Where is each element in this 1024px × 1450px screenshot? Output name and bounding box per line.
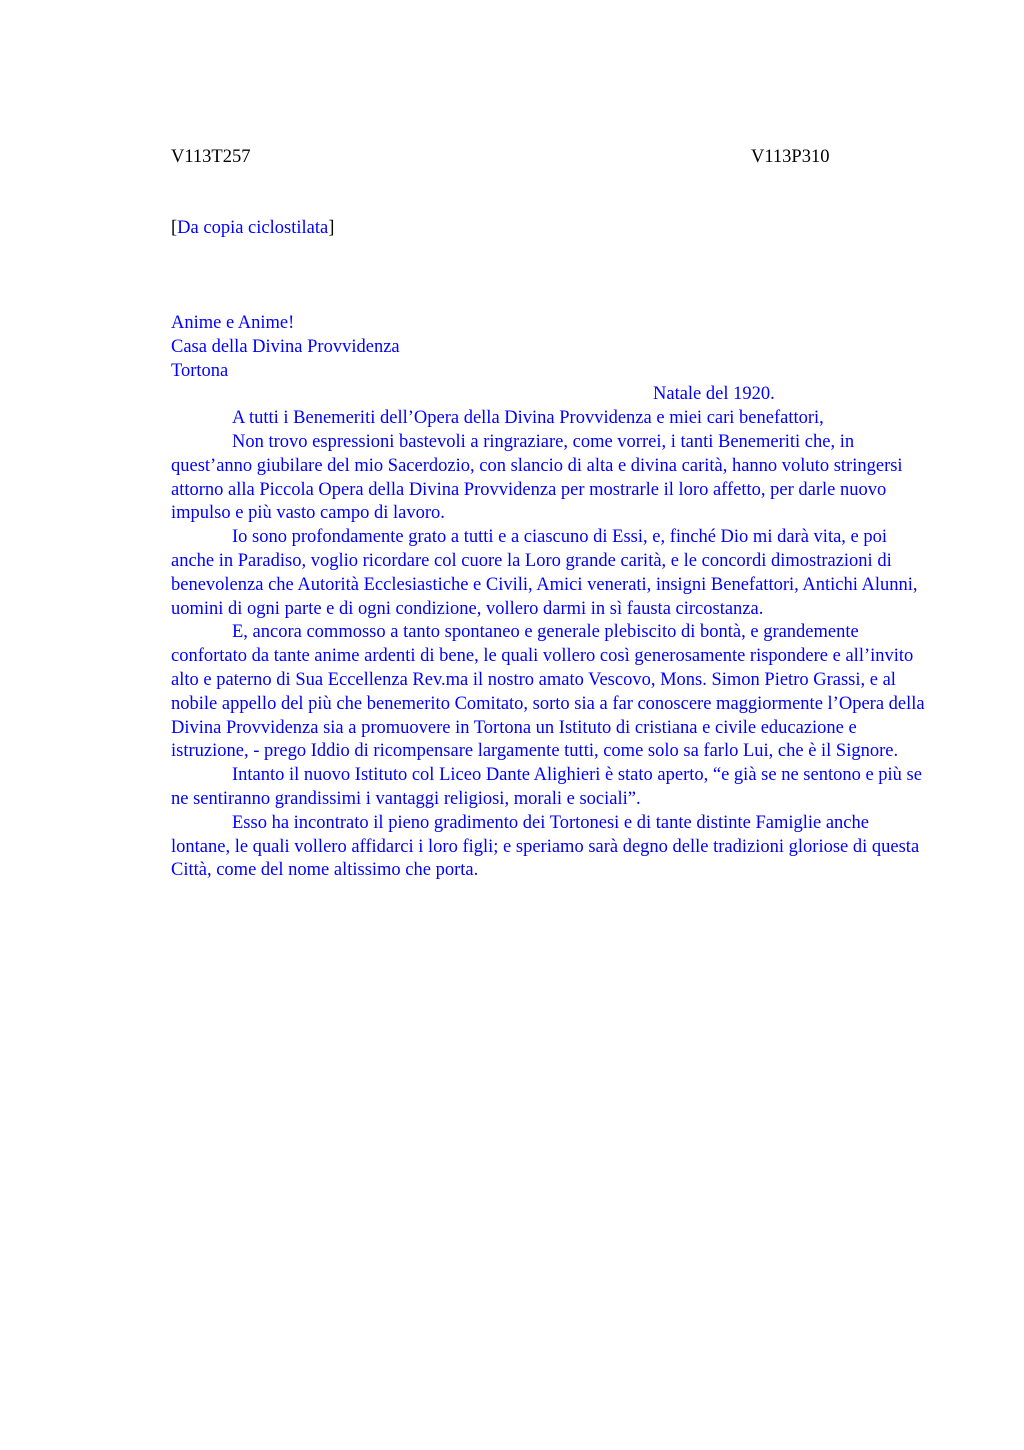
paragraph-2: Io sono profondamente grato a tutti e a ciascuno di Essi, e, finché Dio mi darà vita, e poi anche in Paradiso, voglio ricordare col cuore la Loro grande carità, e le concordi dimostrazioni di benevolenza che Autorità Ecclesiastiche e Civili, Amici venerati, insigni Benefattori, Antichi Alunni, uomini di ogni parte e di ogni condizione, vollero darmi in sì fausta circostanza.	[171, 527, 918, 619]
paragraph-3: E, ancora commosso a tanto spontaneo e generale plebiscito di bontà, e grandemente confortato da tante anime ardenti di bene, le quali vollero così generosamente rispondere e all’invito alto e paterno di Sua Eccellenza Rev.ma il nostro amato Vescovo, Mons. Simon Pietro Grassi, e al nobile appello del più che benemerito Comitato, sorto sia a far conoscere maggiormente l’Opera della Divina Provvidenza sia a promuovere in Tortona un Istituto di cristiana e civile educazione e istruzione, - prego Iddio di ricompensare largamente tutti, come solo sa farlo Lui, che è il Signore.	[171, 622, 925, 762]
paragraph-4: Intanto il nuovo Istituto col Liceo Dante Alighieri è stato aperto, “e già se ne sentono e più se ne sentiranno grandissimi i vantaggi religiosi, morali e sociali”.	[171, 765, 922, 809]
letterhead-motto: Anime e Anime!	[171, 313, 295, 333]
document-code-right: V113P310	[751, 147, 830, 167]
letter-body	[171, 312, 929, 883]
source-note-close-bracket: ]	[328, 218, 335, 238]
paragraph-1: Non trovo espressioni bastevoli a ringraziare, come vorrei, i tanti Benemeriti che, in quest’anno giubilare del mio Sacerdozio, con slancio di alta e divina carità, hanno voluto stringersi attorno alla Piccola Opera della Divina Provvidenza per mostrarle il loro affetto, per darle nuovo impulso e più vasto campo di lavoro.	[171, 431, 903, 524]
source-note-open-bracket: [	[171, 218, 178, 238]
source-note	[171, 217, 334, 241]
letter-date: Natale del 1920.	[653, 384, 775, 405]
letterhead-institution: Casa della Divina Provvidenza	[171, 336, 400, 357]
paragraph-5: Esso ha incontrato il pieno gradimento dei Tortonesi e di tante distinte Famiglie anche lontane, le quali vollero affidarci i loro figli; e speriamo sarà degno delle tradizioni gloriose di questa Città, come del nome altissimo che porta.	[171, 812, 920, 881]
letterhead-city: Tortona	[171, 360, 229, 381]
source-note-text: Da copia ciclostilata	[177, 218, 329, 238]
document-code-left: V113T257	[171, 147, 251, 167]
letter-salutation: A tutti i Benemeriti dell’Opera della Divina Provvidenza e miei cari benefattori,	[232, 408, 824, 429]
